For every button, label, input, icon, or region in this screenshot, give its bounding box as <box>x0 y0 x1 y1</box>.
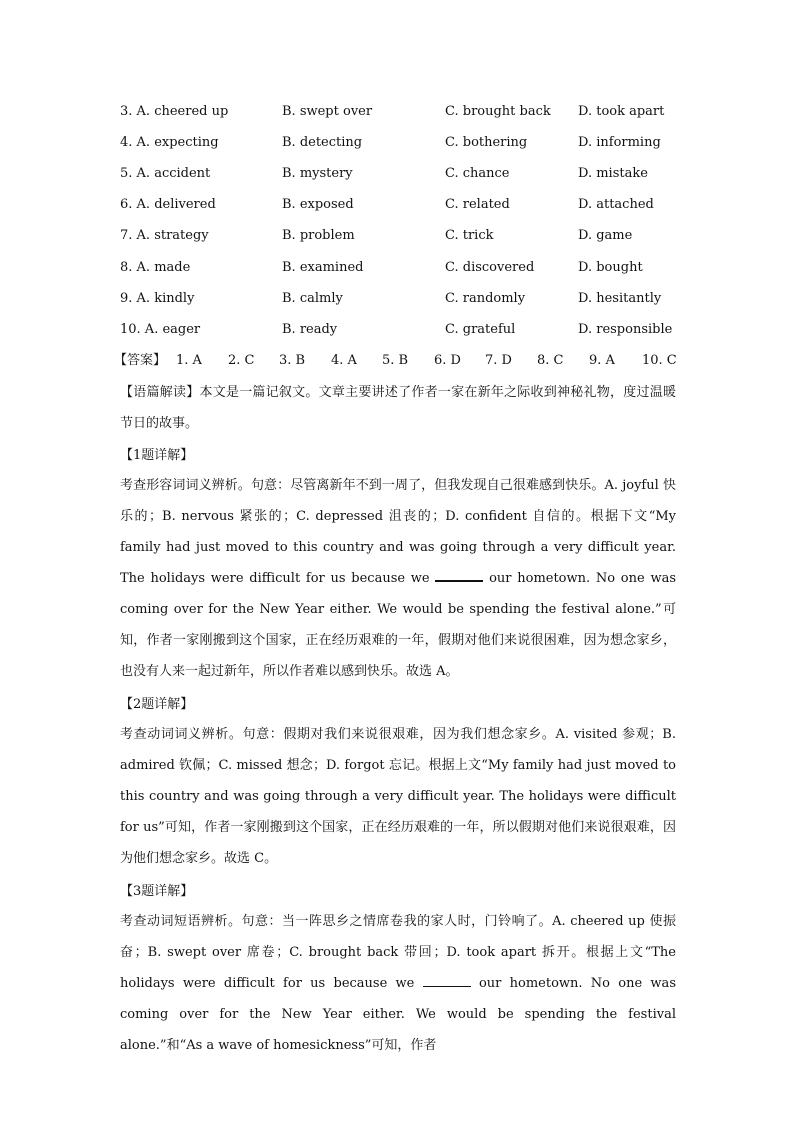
option-b: B. mystery <box>282 166 353 181</box>
answer-item: 9. A <box>589 353 615 368</box>
option-d: D. bought <box>578 260 643 275</box>
option-row <box>120 258 680 278</box>
option-b: B. examined <box>282 260 364 275</box>
q3-heading: 【3题详解】 <box>120 884 194 899</box>
answer-label: 【答案】 <box>114 353 167 368</box>
q3-explanation <box>120 906 676 1061</box>
option-a: 8. A. made <box>120 260 191 275</box>
q2-explanation: 考查动词词义辨析。句意：假期对我们来说很艰难，因为我们想念家乡。A. visited 参观；B. admired 钦佩；C. missed 想念；D. forgot 忘记。根据上文“My family had just moved to this country and was going through a very difficult year. The holidays were difficult for us”可知，作者一家刚搬到这个国家，正在经历艰难的一年，所以假期对他们来说很艰难，因为他们想念家乡。故选 C。 <box>120 727 676 866</box>
option-b: B. calmly <box>282 291 343 306</box>
option-a: 9. A. kindly <box>120 291 195 306</box>
q1-text-part2: our hometown. No one was coming over for the New Year either. We would be spending the festival alone.”可知，作者一家刚搬到这个国家，正在经历艰难的一年，假期对他们来说很困难，因为想念家乡，也没有人来一起过新年，所以作者难以感到快乐。故选 A。 <box>120 571 676 679</box>
option-row <box>120 195 680 215</box>
answer-item: 3. B <box>279 353 306 368</box>
answer-item: 10. C <box>642 353 677 368</box>
option-c: C. trick <box>445 228 494 243</box>
option-d: D. took apart <box>578 104 665 119</box>
q1-heading: 【1题详解】 <box>120 448 194 463</box>
option-b: B. swept over <box>282 104 373 119</box>
option-row <box>120 102 680 122</box>
option-c: C. related <box>445 197 510 212</box>
option-a: 7. A. strategy <box>120 228 209 243</box>
option-c: C. bothering <box>445 135 528 150</box>
option-row <box>120 164 680 184</box>
option-row <box>120 133 680 153</box>
answer-blank <box>423 974 471 987</box>
option-row <box>120 320 680 340</box>
option-d: D. game <box>578 228 633 243</box>
option-c: C. randomly <box>445 291 526 306</box>
option-a: 6. A. delivered <box>120 197 216 212</box>
q3-text-part2: our hometown. No one was coming over for the New Year either. We would be spending the festival alone.”和“As a wave of homesickness”可知，作者 <box>120 976 676 1053</box>
option-b: B. ready <box>282 322 338 337</box>
option-b: B. exposed <box>282 197 354 212</box>
passage-interpretation: 【语篇解读】本文是一篇记叙文。文章主要讲述了作者一家在新年之际收到神秘礼物，度过温暖节日的故事。 <box>120 385 676 431</box>
answer-item: 5. B <box>382 353 409 368</box>
option-a: 3. A. cheered up <box>120 104 229 119</box>
answer-item: 4. A <box>331 353 357 368</box>
option-c: C. brought back <box>445 104 551 119</box>
option-b: B. problem <box>282 228 355 243</box>
option-d: D. informing <box>578 135 661 150</box>
q1-text-part1: 考查形容词词义辨析。句意：尽管离新年不到一周了，但我发现自己很难感到快乐。A. joyful 快乐的；B. nervous 紧张的；C. depressed 沮丧的；D. confident 自信的。根据下文“My family had just moved to this country and was going through a very difficult year. The holidays were difficult for us because we <box>120 478 676 586</box>
answer-blank <box>435 568 483 582</box>
answer-item: 7. D <box>485 353 512 368</box>
option-b: B. detecting <box>282 135 363 150</box>
answer-item: 8. C <box>537 353 564 368</box>
answer-item: 1. A <box>176 353 202 368</box>
option-c: C. chance <box>445 166 510 181</box>
option-d: D. mistake <box>578 166 648 181</box>
q3-text-part1: 考查动词短语辨析。句意：当一阵思乡之情席卷我的家人时，门铃响了。A. cheered up 使振奋；B. swept over 席卷；C. brought back 带回；D. took apart 拆开。根据上文“The holidays were difficult for us because we <box>120 914 676 991</box>
option-a: 4. A. expecting <box>120 135 219 150</box>
option-d: D. attached <box>578 197 654 212</box>
option-d: D. responsible <box>578 322 673 337</box>
answer-item: 2. C <box>228 353 255 368</box>
q1-explanation <box>120 470 676 687</box>
option-c: C. discovered <box>445 260 535 275</box>
option-row <box>120 289 680 309</box>
answer-item: 6. D <box>434 353 461 368</box>
option-a: 10. A. eager <box>120 322 201 337</box>
option-d: D. hesitantly <box>578 291 662 306</box>
option-a: 5. A. accident <box>120 166 211 181</box>
option-c: C. grateful <box>445 322 516 337</box>
option-row <box>120 226 680 246</box>
q2-heading: 【2题详解】 <box>120 697 194 712</box>
